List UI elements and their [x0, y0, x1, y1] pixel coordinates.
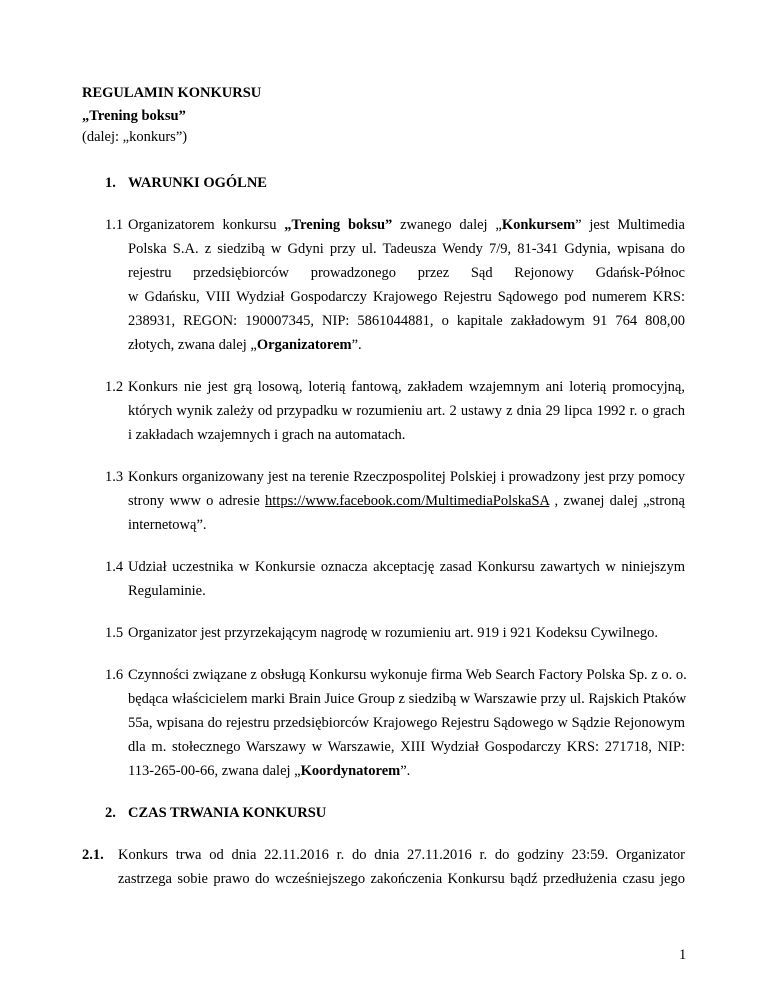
clause-1-1-number: 1.1 — [105, 217, 124, 233]
contest-name-bold: „Trening boksu” — [284, 217, 393, 233]
clause-1-1-line-3: rejestru przedsiębiorców prowadzonego przez Sąd Rejonowy Gdańsk-Północ — [128, 265, 685, 281]
clause-text: złotych, zwana dalej „ — [128, 337, 257, 353]
clause-text: 113-265-00-66, zwana dalej „ — [128, 763, 301, 779]
clause-2-1-line-1: Konkurs trwa od dnia 22.11.2016 r. do dnia 27.11.2016 r. do godziny 23:59. Organizator — [118, 847, 685, 863]
clause-1-2-line-2: których wynik zależy od przypadku w rozumieniu art. 2 ustawy z dnia 29 lipca 1992 r. o grach — [128, 403, 685, 419]
term-koordynatorem: Koordynatorem — [300, 763, 401, 779]
clause-1-1-line-4: w Gdańsku, VIII Wydział Gospodarczy Krajowego Rejestru Sądowego pod numerem KRS: — [128, 289, 685, 305]
clause-1-1-line-1 — [128, 216, 685, 234]
document-title: REGULAMIN KONKURSU — [82, 85, 262, 101]
clause-1-1-line-5: 238931, REGON: 190007345, NIP: 5861044881, o kapitale zakładowym 91 764 808,00 — [128, 313, 685, 329]
section-1-heading: WARUNKI OGÓLNE — [128, 175, 267, 191]
clause-text: ”. — [400, 763, 411, 779]
clause-1-1-line-6 — [128, 336, 362, 354]
clause-1-4-line-1: Udział uczestnika w Konkursie oznacza akceptację zasad Konkursu zawartych w niniejszym — [128, 559, 685, 575]
clause-1-3-number: 1.3 — [105, 469, 124, 485]
clause-text: zwanego dalej „ — [392, 217, 502, 233]
facebook-page-link[interactable]: https://www.facebook.com/MultimediaPolskaSA — [265, 493, 550, 509]
clause-text: Organizatorem konkursu — [128, 217, 285, 233]
contest-name: „Trening boksu” — [82, 108, 186, 124]
section-2-heading: CZAS TRWANIA KONKURSU — [128, 805, 327, 821]
clause-1-1-line-2: Polska S.A. z siedzibą w Gdyni przy ul. Tadeusza Wendy 7/9, 81-341 Gdynia, wpisana do — [128, 241, 685, 257]
clause-1-2-line-1: Konkurs nie jest grą losową, loterią fantową, zakładem wzajemnym ani loterią promocyjną, — [128, 379, 685, 395]
term-konkursem: Konkursem — [501, 217, 576, 233]
clause-1-2-number: 1.2 — [105, 379, 124, 395]
clause-text: , zwanej dalej „stroną — [549, 493, 685, 509]
contest-alias: (dalej: „konkurs”) — [82, 129, 188, 145]
clause-1-4-line-2: Regulaminie. — [128, 583, 206, 599]
clause-2-1-number: 2.1. — [82, 847, 104, 863]
clause-2-1-line-2: zastrzega sobie prawo do wcześniejszego zakończenia Konkursu bądź przedłużenia czasu jego — [118, 871, 685, 887]
page-number: 1 — [679, 947, 687, 963]
clause-1-6-number: 1.6 — [105, 667, 124, 683]
section-1-number: 1. — [105, 175, 116, 191]
clause-text: ” jest Multimedia — [575, 217, 685, 233]
clause-text: strony www o adresie — [128, 493, 266, 509]
clause-1-6-line-1: Czynności związane z obsługą Konkursu wykonuje firma Web Search Factory Polska Sp. z o. o. — [128, 667, 687, 683]
clause-1-6-line-3: 55a, wpisana do rejestru przedsiębiorców Krajowego Rejestru Sądowego w Sądzie Rejonowym — [128, 715, 685, 731]
term-organizatorem: Organizatorem — [256, 337, 352, 353]
clause-1-5-line-1: Organizator jest przyrzekającym nagrodę w rozumieniu art. 919 i 921 Kodeksu Cywilnego. — [128, 625, 659, 641]
clause-1-6-line-5 — [128, 762, 410, 780]
clause-1-4-number: 1.4 — [105, 559, 124, 575]
clause-1-3-line-2 — [128, 492, 685, 510]
clause-1-6-line-4: dla m. stołecznego Warszawy w Warszawie, XIII Wydział Gospodarczy KRS: 271718, NIP: — [128, 739, 685, 755]
clause-1-3-line-3: internetową”. — [128, 517, 207, 533]
section-2-number: 2. — [105, 805, 116, 821]
clause-1-6-line-2: będąca właścicielem marki Brain Juice Group z siedzibą w Warszawie przy ul. Rajskich Ptaków — [128, 691, 687, 707]
clause-text: ”. — [351, 337, 362, 353]
clause-1-3-line-1: Konkurs organizowany jest na terenie Rzeczpospolitej Polskiej i prowadzony jest przy pomocy — [128, 469, 685, 485]
clause-1-2-line-3: i zakładach wzajemnych i grach na automatach. — [128, 427, 406, 443]
clause-1-5-number: 1.5 — [105, 625, 124, 641]
